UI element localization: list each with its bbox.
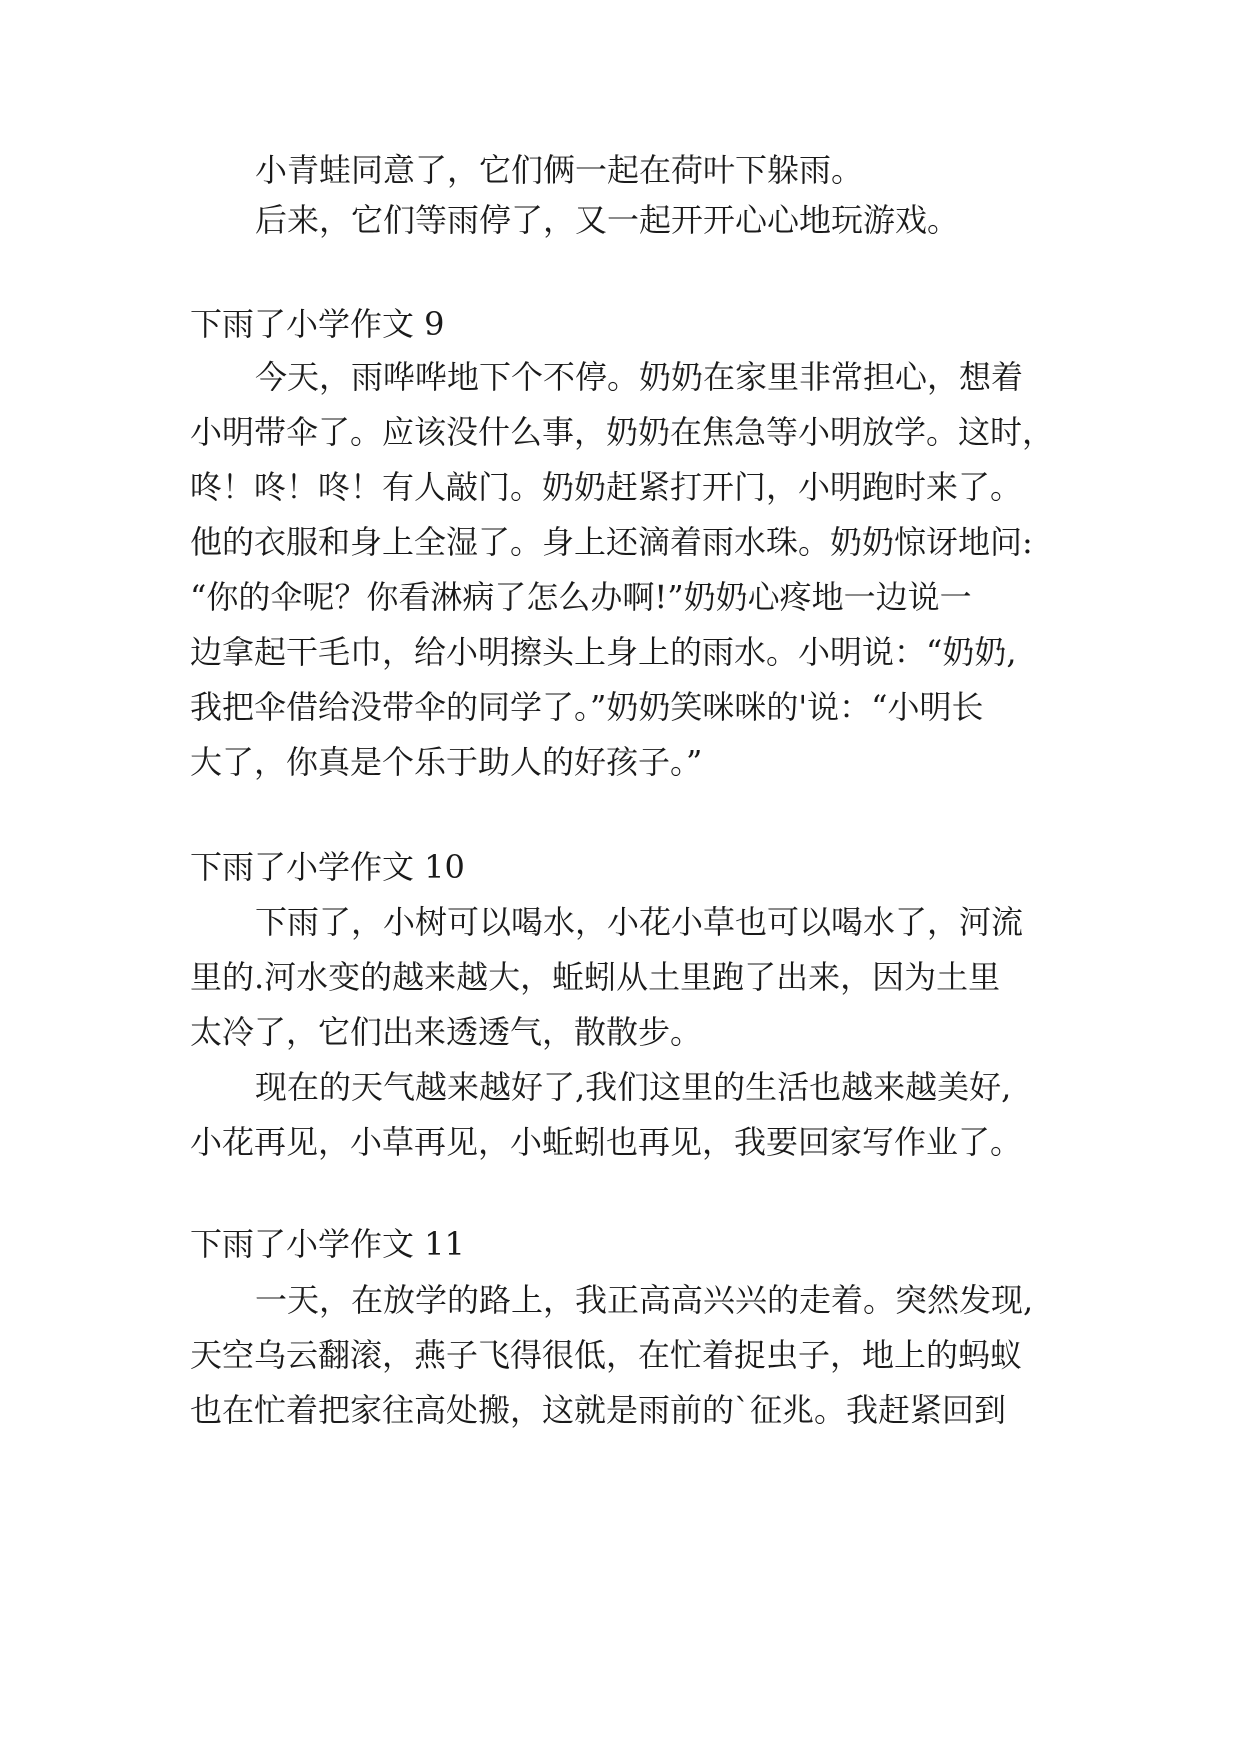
paragraph-line: 里的.河水变的越来越大，蚯蚓从土里跑了出来，因为土里 — [190, 958, 1001, 996]
paragraph-line: 也在忙着把家往高处搬，这就是雨前的`征兆。我赶紧回到 — [190, 1391, 1007, 1429]
paragraph-line: 大了，你真是个乐于助人的好孩子。” — [190, 743, 703, 781]
paragraph-line: 天空乌云翻滚，燕子飞得很低，在忙着捉虫子，地上的蚂蚁 — [190, 1336, 1023, 1374]
paragraph-line: 边拿起干毛巾，给小明擦头上身上的雨水。小明说：“奶奶, — [190, 633, 1017, 671]
paragraph-line: 他的衣服和身上全湿了。身上还滴着雨水珠。奶奶惊讶地问: — [190, 523, 1033, 561]
paragraph-line: 小花再见，小草再见，小蚯蚓也再见，我要回家写作业了。 — [190, 1123, 1023, 1161]
paragraph-line: 小青蛙同意了，它们俩一起在荷叶下躲雨。 — [255, 151, 864, 189]
paragraph-line: 今天，雨哗哗地下个不停。奶奶在家里非常担心，想着 — [255, 358, 1024, 396]
paragraph-line: 太冷了，它们出来透透气，散散步。 — [190, 1013, 703, 1051]
paragraph-line: 下雨了，小树可以喝水，小花小草也可以喝水了，河流 — [255, 903, 1024, 941]
paragraph-line: 后来，它们等雨停了，又一起开开心心地玩游戏。 — [255, 201, 960, 239]
paragraph-line: 现在的天气越来越好了,我们这里的生活也越来越美好, — [255, 1068, 1012, 1106]
paragraph-line: “你的伞呢？你看淋病了怎么办啊!”奶奶心疼地一边说一 — [190, 578, 972, 616]
paragraph-line: 一天，在放学的路上，我正高高兴兴的走着。突然发现, — [255, 1281, 1034, 1319]
section-title: 下雨了小学作文 11 — [190, 1225, 465, 1263]
section-title: 下雨了小学作文 10 — [190, 848, 465, 886]
paragraph-line: 我把伞借给没带伞的同学了。”奶奶笑咪咪的'说：“小明长 — [190, 688, 984, 726]
paragraph-line: 咚！咚！咚！有人敲门。奶奶赶紧打开门，小明跑时来了。 — [190, 468, 1023, 506]
section-title: 下雨了小学作文 9 — [190, 305, 445, 343]
paragraph-line: 小明带伞了。应该没什么事，奶奶在焦急等小明放学。这时， — [190, 413, 1055, 451]
